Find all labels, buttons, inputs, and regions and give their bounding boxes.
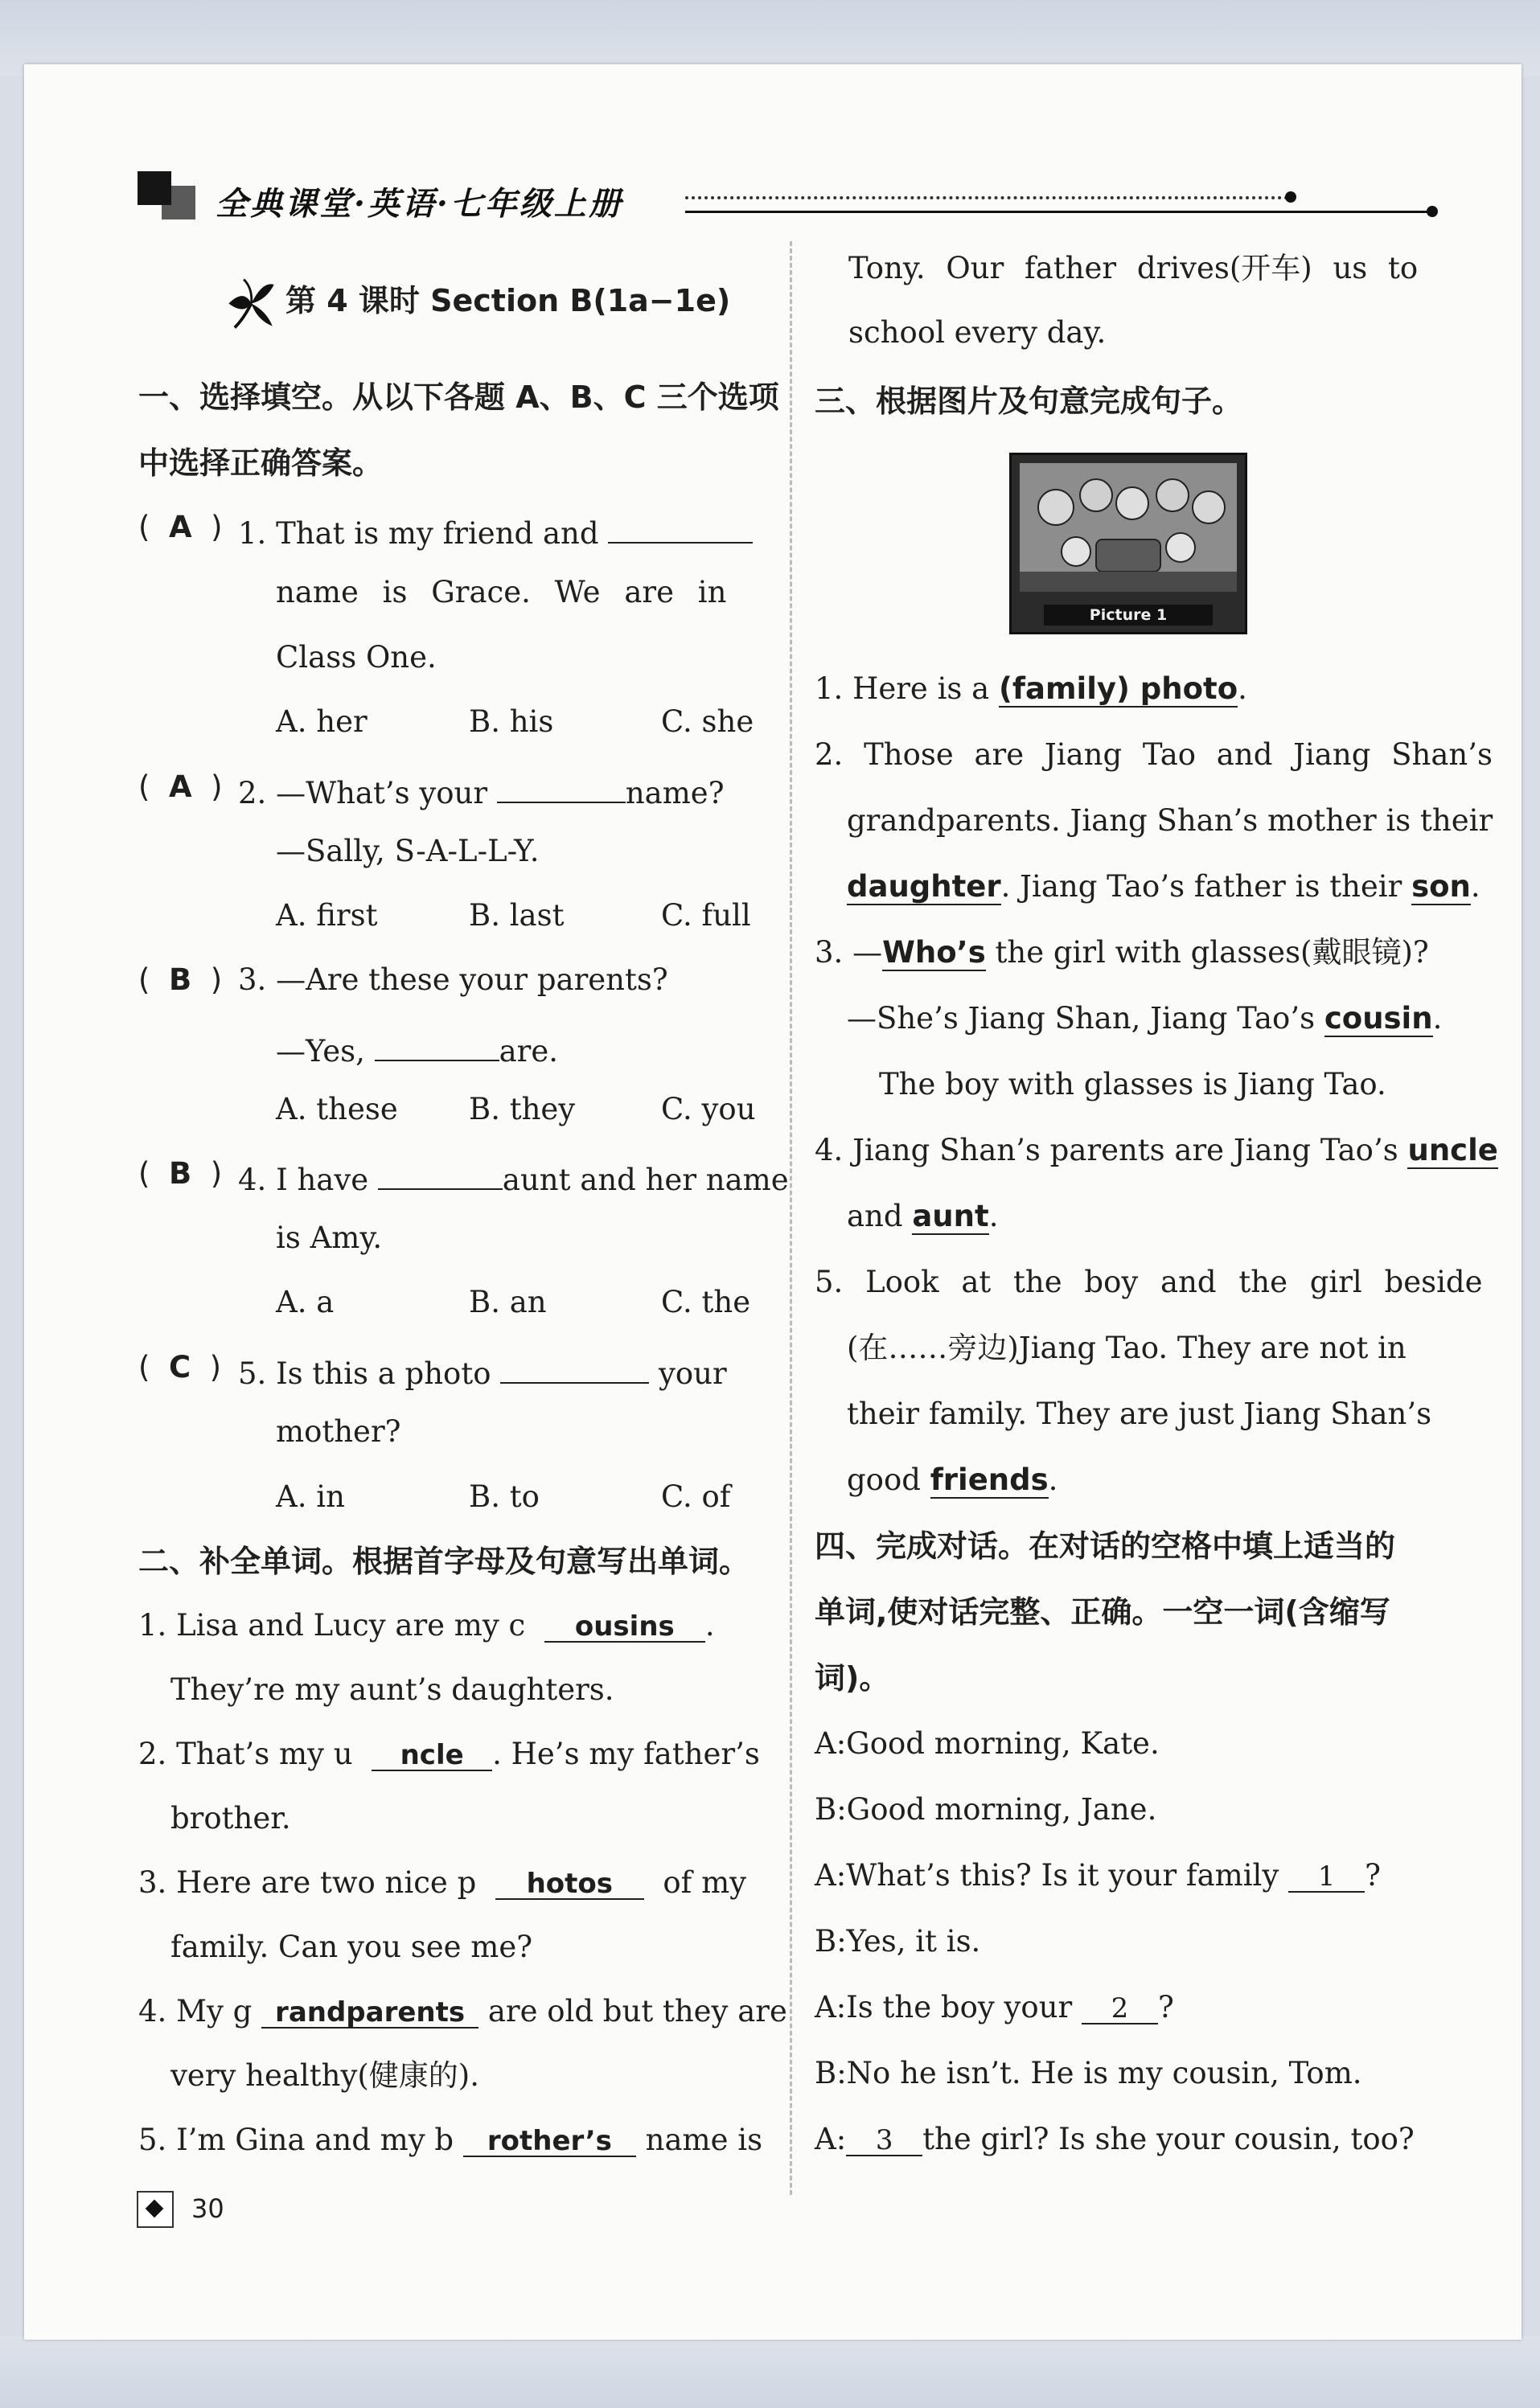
question: ( C ): [138, 1350, 222, 1384]
question-text: 4. I have aunt and her name: [238, 1155, 789, 1200]
fill-item-text: family. Can you see me?: [170, 1930, 533, 1964]
header-squares-icon: [138, 171, 202, 219]
answer-text: uncle: [1407, 1133, 1498, 1167]
sentence: —She’s Jiang Shan, Jiang Tao’s cousin.: [847, 1001, 1443, 1036]
answer-letter: C: [168, 1350, 191, 1384]
option-a: A. first: [276, 898, 378, 933]
diamond-icon: [137, 2191, 174, 2228]
dialogue-line: A:Is the boy your 2 ?: [815, 1990, 1174, 2024]
question-text: —Sally, S-A-L-L-Y.: [276, 834, 540, 868]
question-text: name is Grace. We are in: [276, 575, 727, 609]
bottom-border: [0, 2336, 1540, 2408]
question-text: 5. Is this a photo your: [238, 1348, 727, 1393]
sentence: good friends.: [847, 1462, 1058, 1497]
option-c: C. she: [661, 704, 754, 739]
dialogue-line: B:No he isn’t. He is my cousin, Tom.: [815, 2056, 1362, 2090]
answer-blank[interactable]: 2: [1082, 1989, 1158, 2024]
question: ( B ): [138, 1156, 223, 1191]
header-title: 全典课堂·英语·七年级上册: [216, 185, 623, 223]
answer-letter: A: [168, 510, 192, 544]
dialogue-line: A:Good morning, Kate.: [815, 1726, 1160, 1761]
leaf-icon: [221, 273, 281, 334]
option-b: B. they: [469, 1092, 576, 1126]
answer-blank[interactable]: hotos: [495, 1864, 644, 1900]
sentence: daughter. Jiang Tao’s father is their son.: [847, 869, 1480, 904]
fill-item-text: school every day.: [848, 315, 1107, 350]
answer-blank[interactable]: [497, 768, 626, 803]
answer-blank[interactable]: [500, 1348, 649, 1384]
fill-item: 4. My g randparents are old but they are: [138, 1994, 787, 2029]
lesson-title: 第 4 课时 Section B(1a−1e): [285, 283, 731, 318]
answer-blank[interactable]: ncle: [372, 1736, 492, 1771]
sentence: their family. They are just Jiang Shan’s: [847, 1397, 1432, 1431]
dialogue-line: B:Yes, it is.: [815, 1924, 981, 1959]
fill-item: 2. That’s my u ncle . He’s my father’s: [138, 1737, 760, 1771]
section2-title: 二、补全单词。根据首字母及句意写出单词。: [138, 1544, 750, 1579]
column-divider: [790, 241, 792, 2195]
option-a: A. in: [276, 1479, 345, 1514]
header-dot: [1285, 191, 1296, 203]
header-dot: [1427, 206, 1438, 217]
sentence: 3. —Who’s the girl with glasses(戴眼镜)?: [815, 935, 1429, 970]
picture-label: Picture 1: [1044, 605, 1213, 626]
page-number: 30: [191, 2193, 224, 2224]
option-a: A. these: [276, 1092, 398, 1126]
fill-item-text: very healthy(健康的).: [170, 2058, 480, 2093]
dialogue-line: A:What’s this? Is it your family 1 ?: [815, 1858, 1381, 1893]
question-text: mother?: [276, 1414, 401, 1449]
section3-title: 三、根据图片及句意完成句子。: [815, 384, 1243, 419]
answer-letter: B: [168, 962, 192, 997]
fill-item: 5. I’m Gina and my b rother’s name is: [138, 2123, 763, 2157]
fill-item-text: brother.: [170, 1801, 291, 1836]
sentence: 2. Those are Jiang Tao and Jiang Shan’s: [815, 737, 1493, 772]
option-a: A. her: [276, 704, 368, 739]
question-text: 2. —What’s your name?: [238, 768, 725, 813]
option-a: A. a: [276, 1285, 335, 1319]
fill-item: 3. Here are two nice p hotos of my: [138, 1865, 747, 1900]
sentence: and aunt.: [847, 1199, 999, 1233]
header-dotted-rule: [685, 196, 1288, 199]
question-text: is Amy.: [276, 1220, 383, 1255]
question-text: 3. —Are these your parents?: [238, 962, 668, 997]
question: ( B ): [138, 962, 223, 997]
answer-blank[interactable]: [375, 1026, 499, 1061]
sentence: 5. Look at the boy and the girl beside: [815, 1265, 1483, 1299]
answer-text: cousin: [1324, 1001, 1433, 1036]
answer-text: friends: [930, 1462, 1049, 1497]
option-b: B. last: [469, 898, 565, 933]
answer-text: aunt: [912, 1199, 989, 1233]
section4-title: 四、完成对话。在对话的空格中填上适当的: [815, 1528, 1396, 1564]
option-b: B. to: [469, 1479, 540, 1514]
header-rule: [685, 211, 1431, 213]
section4-title-cont: 单词,使对话完整、正确。一空一词(含缩写: [815, 1594, 1390, 1630]
option-b: B. his: [469, 704, 554, 739]
option-c: C. full: [661, 898, 751, 933]
section4-title-cont: 词)。: [815, 1660, 890, 1696]
answer-text: Who’s: [882, 935, 986, 970]
answer-letter: A: [168, 769, 192, 804]
answer-blank[interactable]: ousins: [544, 1607, 705, 1643]
answer-blank[interactable]: [378, 1155, 503, 1190]
answer-text: son: [1411, 869, 1471, 904]
option-c: C. of: [661, 1479, 731, 1514]
sentence: 1. Here is a (family) photo.: [815, 671, 1247, 706]
question: ( A ): [138, 769, 223, 804]
fill-item-text: They’re my aunt’s daughters.: [170, 1672, 614, 1707]
answer-blank[interactable]: randparents: [261, 1993, 478, 2029]
dialogue-line: A: 3 the girl? Is she your cousin, too?: [815, 2122, 1415, 2156]
answer-text: (family) photo: [998, 671, 1238, 706]
fill-item: 1. Lisa and Lucy are my c ousins .: [138, 1608, 715, 1643]
section1-title: 一、选择填空。从以下各题 A、B、C 三个选项: [138, 379, 779, 415]
answer-blank[interactable]: rother’s: [463, 2122, 636, 2157]
option-b: B. an: [469, 1285, 547, 1319]
fill-item-text: Tony. Our father drives(开车) us to: [848, 251, 1419, 285]
answer-blank[interactable]: 1: [1288, 1857, 1365, 1893]
sentence: The boy with glasses is Jiang Tao.: [879, 1067, 1386, 1101]
section1-title-cont: 中选择正确答案。: [138, 445, 384, 481]
dialogue-line: B:Good morning, Jane.: [815, 1792, 1157, 1827]
answer-blank[interactable]: 3: [846, 2121, 922, 2156]
family-picture: [1009, 453, 1247, 634]
answer-letter: B: [168, 1156, 192, 1191]
question: ( A ): [138, 510, 223, 544]
sentence: 4. Jiang Shan’s parents are Jiang Tao’s uncle: [815, 1133, 1498, 1167]
answer-text: daughter: [847, 869, 1001, 904]
question-text: —Yes, are.: [276, 1026, 558, 1071]
option-c: C. you: [661, 1092, 756, 1126]
question-text: Class One.: [276, 640, 437, 675]
sentence: grandparents. Jiang Shan’s mother is their: [847, 803, 1493, 838]
sentence: (在……旁边)Jiang Tao. They are not in: [847, 1331, 1407, 1365]
option-c: C. the: [661, 1285, 751, 1319]
question-text: 1. That is my friend and: [238, 508, 753, 553]
answer-blank[interactable]: [608, 508, 753, 544]
